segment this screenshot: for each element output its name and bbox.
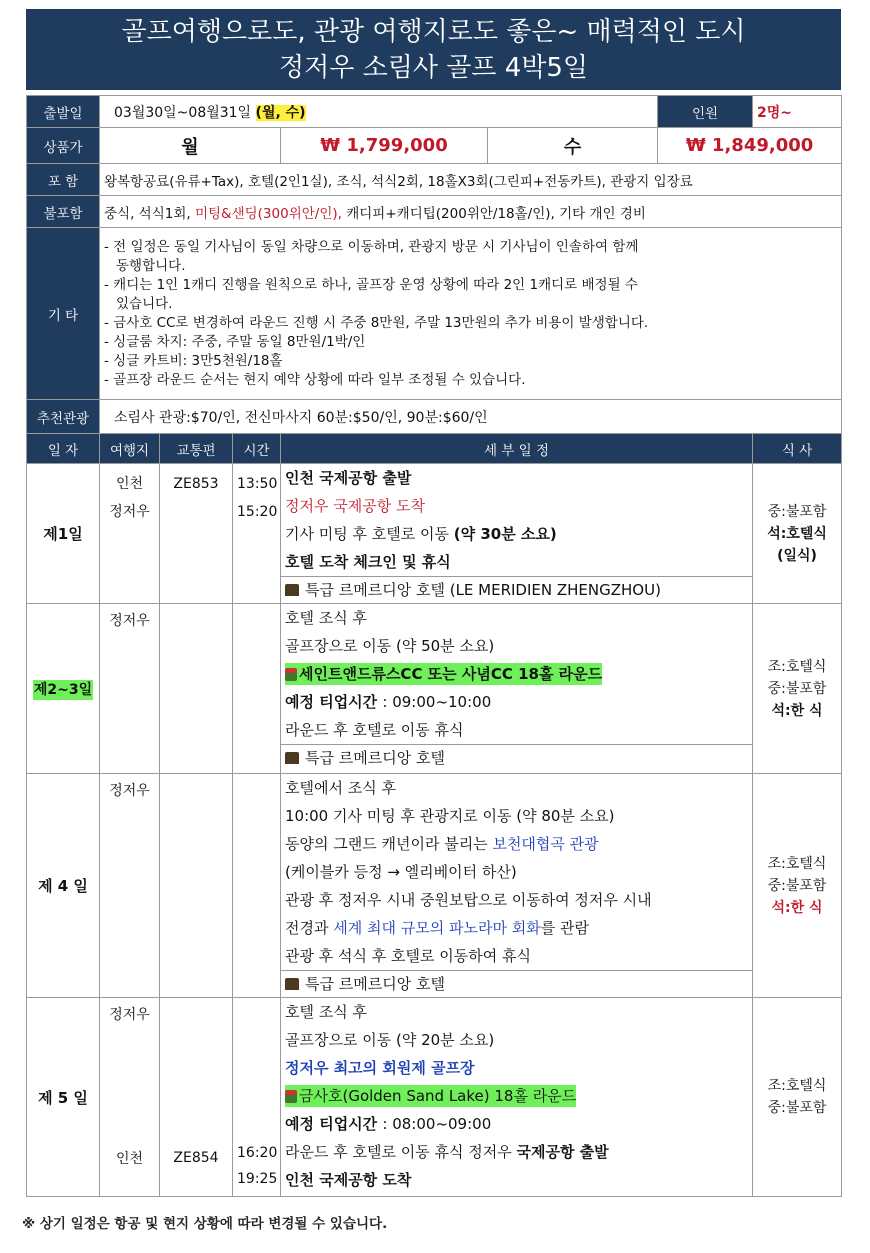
exclude-value: 중식, 석식1회, 미팅&샌딩(300위안/인), 캐디피+캐디팁(200위안/18홀/인), 기타 개인 경비	[100, 196, 842, 228]
day5-place: 정저우 인천	[100, 998, 160, 1197]
golf-flag-icon	[285, 668, 297, 681]
day4-place: 정저우	[100, 774, 160, 998]
exclude-label: 불포함	[27, 196, 100, 228]
hotel-icon	[285, 978, 299, 990]
notes-list	[100, 228, 842, 400]
note-item: - 싱글룸 차지: 주중, 주말 동일 8만원/1박/인	[104, 333, 366, 350]
footnote: ※ 상기 일정은 항공 및 현지 상황에 따라 변경될 수 있습니다.	[22, 1216, 388, 1232]
day2-hotel: 특급 르메르디앙 호텔	[281, 744, 752, 771]
note-item: - 골프장 라운드 순서는 현지 예약 상황에 따라 일부 조정될 수 있습니다.	[104, 371, 526, 388]
col-transport: 교통편	[160, 434, 233, 464]
price-wed: ₩ 1,849,000	[658, 128, 842, 164]
col-day: 일 자	[27, 434, 100, 464]
departure-row	[27, 96, 842, 128]
day1-place: 인천 정저우	[100, 464, 160, 604]
day2-place: 정저우	[100, 604, 160, 774]
day4-detail: 호텔에서 조식 후 10:00 기사 미팅 후 관광지로 이동 (약 80분 소요) 동양의 그랜드 캐년이라 불리는 보천대협곡 관광 (케이블카 등정 → 엘리베이터 하산) 관광 후 정저우 시내 중원보탑으로 이동하여 정저우 시내 전경과 세계 최대 규모의 파노라마 회화를 관람 관광 후 석식 후 호텔로 이동하여 휴식 특급 르메르디앙 호텔	[281, 774, 753, 998]
note-item: - 캐디는 1인 1캐디 진행을 원칙으로 하나, 골프장 운영 상황에 따라 2인 1캐디로 배정될 수	[104, 276, 638, 293]
recommend-label: 추천관광	[27, 400, 100, 434]
title-line-1: 골프여행으로도, 관광 여행지로도 좋은~ 매력적인 도시	[121, 17, 746, 47]
include-label: 포 함	[27, 164, 100, 196]
itinerary-table	[26, 95, 842, 1197]
note-item: 있습니다.	[116, 295, 173, 312]
people-value: 2명~	[753, 96, 842, 128]
price-mon: ₩ 1,799,000	[281, 128, 488, 164]
day-wed: 수	[488, 128, 658, 164]
day4-meals: 조:호텔식 중:불포함 석:한 식	[753, 774, 842, 998]
people-label: 인원	[658, 96, 753, 128]
col-detail: 세 부 일 정	[281, 434, 753, 464]
depart-days: (월, 수)	[255, 104, 306, 121]
day5-meals: 조:호텔식 중:불포함	[753, 998, 842, 1197]
day5-label: 제 5 일	[27, 998, 100, 1197]
day4-hotel: 특급 르메르디앙 호텔	[281, 970, 752, 997]
etc-label: 기 타	[27, 228, 100, 400]
recommend-row	[27, 400, 842, 434]
col-time: 시간	[233, 434, 281, 464]
day-mon: 월	[100, 128, 281, 164]
hotel-icon	[285, 752, 299, 764]
recommend-value: 소림사 관광:$70/인, 전신마사지 60분:$50/인, 90분:$60/인	[100, 400, 842, 434]
day4-label: 제 4 일	[27, 774, 100, 998]
day2-row	[27, 604, 842, 774]
price-row	[27, 128, 842, 164]
notes-row	[27, 228, 842, 400]
note-item: - 금사호 CC로 변경하여 라운드 진행 시 주중 8만원, 주말 13만원의 추가 비용이 발생합니다.	[104, 314, 649, 331]
hotel-icon	[285, 584, 299, 596]
golf-flag-icon	[285, 1090, 297, 1103]
depart-label: 출발일	[27, 96, 100, 128]
day1-flight: ZE853	[160, 464, 233, 604]
include-value: 왕복항공료(유류+Tax), 호텔(2인1실), 조식, 석식2회, 18홀X3회(그린피+전동카트), 관광지 입장료	[100, 164, 842, 196]
note-item: 동행합니다.	[116, 257, 186, 274]
depart-value: 03월30일~08월31일	[114, 104, 252, 121]
day1-hotel: 특급 르메르디앙 호텔 (LE MERIDIEN ZHENGZHOU)	[281, 576, 752, 603]
day5-times: 16:20 19:25	[233, 998, 281, 1197]
day1-label: 제1일	[27, 464, 100, 604]
day2-detail: 호텔 조식 후 골프장으로 이동 (약 50분 소요) 세인트앤드류스CC 또는 사념CC 18홀 라운드 예정 티업시간 : 09:00~10:00 라운드 후 호텔로 이동 휴식 특급 르메르디앙 호텔	[281, 604, 753, 774]
note-item: - 싱글 카트비: 3만5천원/18홀	[104, 352, 283, 369]
meeting-sending-fee: 미팅&샌딩(300위안/인),	[194, 205, 342, 222]
col-meal: 식 사	[753, 434, 842, 464]
day1-meals: 중:불포함 석:호텔식 (일식)	[753, 464, 842, 604]
col-place: 여행지	[100, 434, 160, 464]
day2-meals: 조:호텔식 중:불포함 석:한 식	[753, 604, 842, 774]
price-label: 상품가	[27, 128, 100, 164]
day5-detail: 호텔 조식 후 골프장으로 이동 (약 20분 소요) 정저우 최고의 회원제 골프장 금사호(Golden Sand Lake) 18홀 라운드 예정 티업시간 : 08:00~09:00 라운드 후 호텔로 이동 휴식 정저우 국제공항 출발 인천 국제공항 도착	[281, 998, 753, 1197]
day1-row	[27, 464, 842, 604]
day5-flight: ZE854	[160, 998, 233, 1197]
day1-times: 13:50 15:20	[233, 464, 281, 604]
day2-label: 제2~3일	[33, 681, 93, 698]
title-line-2: 정저우 소림사 골프 4박5일	[278, 53, 589, 83]
day1-detail: 인천 국제공항 출발 정저우 국제공항 도착 기사 미팅 후 호텔로 이동 (약 30분 소요) 호텔 도착 체크인 및 휴식 특급 르메르디앙 호텔 (LE MERIDIEN ZHENGZHOU)	[281, 464, 753, 604]
exclude-row	[27, 196, 842, 228]
day4-row	[27, 774, 842, 998]
page-title	[26, 9, 841, 90]
schedule-header	[27, 434, 842, 464]
day5-row	[27, 998, 842, 1197]
note-item: - 전 일정은 동일 기사님이 동일 차량으로 이동하며, 관광지 방문 시 기사님이 인솔하여 함께	[104, 238, 639, 255]
include-row	[27, 164, 842, 196]
